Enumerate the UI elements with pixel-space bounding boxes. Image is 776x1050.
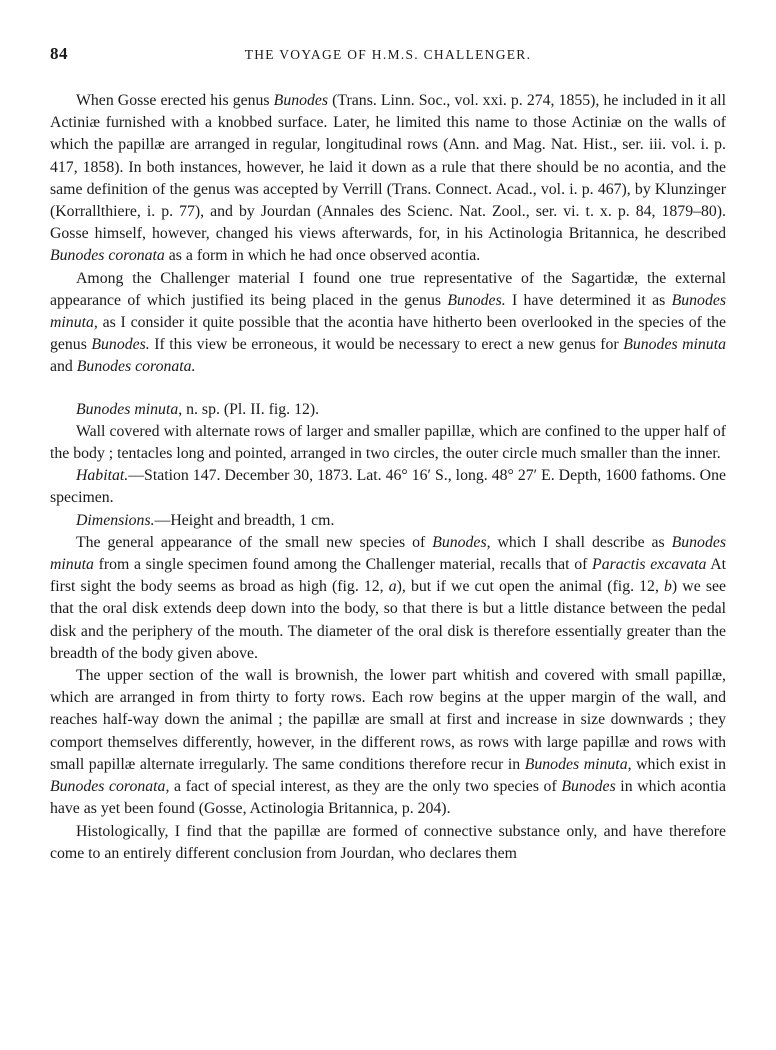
- text-run: , n. sp. (Pl. II. fig. 12).: [178, 400, 320, 418]
- italic-text-run: Bunodes minuta: [623, 336, 726, 354]
- paragraph-gosse-genus: [50, 90, 726, 268]
- text-run: as a form in which he had once observed acontia.: [164, 247, 481, 265]
- paragraph-challenger-material: [50, 268, 726, 379]
- italic-text-run: Bunodes,: [432, 533, 491, 551]
- italic-text-run: Bunodes coronata: [50, 247, 165, 265]
- text-run: as I consider it quite possible that the acontia have hitherto been overlooked in the species of the genus: [50, 314, 726, 354]
- italic-text-run: b: [664, 578, 672, 596]
- text-run: At first sight the body seems as broad as high (fig. 12,: [50, 556, 726, 596]
- text-run: which exist in: [631, 755, 727, 773]
- text-run: ), but if we cut open the animal (fig. 12,: [396, 578, 665, 596]
- text-run: When Gosse erected his genus: [76, 92, 274, 109]
- italic-text-run: Bunodes coronata.: [76, 358, 196, 376]
- paragraph-dimensions: [50, 510, 726, 532]
- text-run: If this view be erroneous, it would be necessary to erect a new genus for: [149, 336, 624, 354]
- text-run: Histologically, I find that the papillæ are formed of connective substance only, and have therefore come to an entirely different conclusion from Jourdan, who declares them: [50, 822, 726, 862]
- text-run: —Station 147. December 30, 1873. Lat. 46° 16′ S., long. 48° 27′ E. Depth, 1600 fathoms. One specimen.: [50, 467, 726, 507]
- paragraph-upper-section: [50, 665, 726, 820]
- text-run: Among the Challenger material I found one true representative of the Sagartidæ, the external appearance of which justified its being placed in the genus: [50, 269, 726, 309]
- italic-text-run: Bunodes minuta,: [50, 291, 726, 332]
- page-number: 84: [50, 44, 68, 63]
- section-gap: [50, 379, 726, 399]
- paragraph-histology: [50, 821, 726, 865]
- text-run: The general appearance of the small new species of: [76, 533, 433, 551]
- text-run: —Height and breadth, 1 cm.: [154, 511, 335, 529]
- text-run: The upper section of the wall is brownish, the lower part whitish and covered with small papillæ, which are arranged in from thirty to forty rows. Each row begins at the upper margin of the wall, and reaches half-way down the animal ; the papillæ are small at first and increase in size downwards ; they comport themselves differently, however, in the different rows, as rows with large papillæ and rows with small papillæ alternate irregularly. The same conditions therefore recur in: [50, 667, 726, 773]
- paragraph-diagnosis: [50, 421, 726, 465]
- italic-text-run: Habitat.: [76, 467, 129, 485]
- text-run: Wall covered with alternate rows of larger and smaller papillæ, which are confined to the upper half of the body ; tentacles long and pointed, arranged in two circles, the outer circle much smaller than the inner.: [50, 422, 726, 463]
- running-head: THE VOYAGE OF H.M.S. CHALLENGER.: [244, 47, 532, 62]
- italic-text-run: Bunodes minuta,: [524, 755, 632, 773]
- italic-text-run: Bunodes: [273, 92, 329, 109]
- italic-text-run: Bunodes.: [91, 336, 150, 354]
- italic-text-run: Bunodes minuta: [50, 533, 726, 574]
- italic-text-run: Bunodes: [561, 778, 616, 796]
- italic-text-run: a: [388, 578, 397, 596]
- text-run: in which acontia have as yet been found (Gosse, Actinologia Britannica, p. 204).: [50, 778, 726, 818]
- text-run: which I shall describe as: [490, 533, 672, 551]
- paragraph-habitat: [50, 465, 726, 509]
- text-run: from a single specimen found among the Challenger material, recalls that of: [93, 556, 593, 574]
- body-text: [50, 90, 726, 865]
- italic-text-run: Paractis excavata: [592, 556, 707, 574]
- species-heading: [50, 399, 726, 421]
- text-run: ) we see that the oral disk extends deep down into the body, so that there is but a little distance between the pedal disk and the periphery of the mouth. The diameter of the oral disk is therefore essentially greater than the breadth of the body given above.: [50, 578, 726, 662]
- italic-text-run: Dimensions.: [76, 511, 155, 529]
- page-header: [50, 44, 726, 66]
- text-run: a fact of special interest, as they are the only two species of: [169, 778, 562, 796]
- italic-text-run: Bunodes.: [447, 291, 506, 309]
- italic-text-run: Bunodes minuta: [76, 400, 179, 418]
- text-run: and: [50, 358, 77, 376]
- text-run: (Trans. Linn. Soc., vol. xxi. p. 274, 1855), he included in it all Actiniæ furnished with a knobbed surface. Later, he limited this name to those Actiniæ on the walls of which the papillæ are arranged in regular, longitudinal rows (Ann. and Mag. Nat. Hist., ser. iii. vol. i. p. 417, 1858). In both instances, however, he laid it down as a rule that there should be no acontia, and the same definition of the genus was accepted by Verrill (Trans. Connect. Acad., vol. i. p. 467), by Klunzinger (Korrallthiere, i. p. 77), and by Jourdan (Annales des Scienc. Nat. Zool., ser. vi. t. x. p. 84, 1879–80). Gosse himself, however, changed his views afterwards, for, in his Actinologia Britannica, he described: [50, 92, 726, 243]
- italic-text-run: Bunodes coronata,: [50, 778, 170, 796]
- paragraph-general-appearance: [50, 532, 726, 665]
- text-run: I have determined it as: [505, 291, 672, 309]
